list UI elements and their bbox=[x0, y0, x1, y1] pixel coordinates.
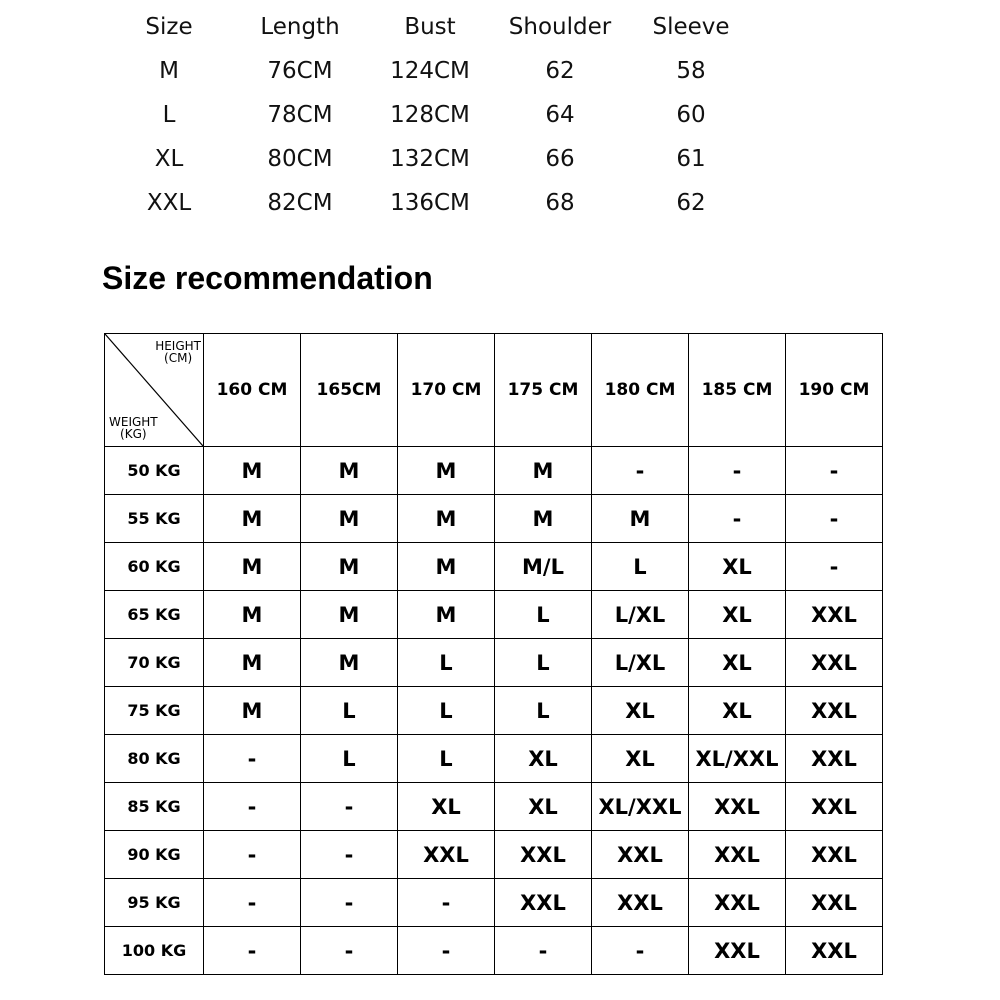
size-cell: - bbox=[301, 783, 398, 831]
size-cell: - bbox=[301, 831, 398, 879]
size-cell: XXL bbox=[786, 879, 883, 927]
weight-header: 90 KG bbox=[105, 831, 204, 879]
weight-header: 60 KG bbox=[105, 543, 204, 591]
size-chart-cell: XXL bbox=[146, 190, 192, 216]
size-chart-cell: 58 bbox=[676, 58, 706, 84]
size-cell: L bbox=[398, 735, 495, 783]
size-cell: M bbox=[301, 543, 398, 591]
size-cell: M bbox=[398, 543, 495, 591]
size-cell: M bbox=[204, 687, 301, 735]
table-row bbox=[105, 447, 883, 495]
weight-unit: (KG) bbox=[120, 427, 147, 441]
size-chart-cell: 62 bbox=[545, 58, 575, 84]
size-cell: XXL bbox=[786, 687, 883, 735]
table-row bbox=[105, 591, 883, 639]
table-row bbox=[105, 735, 883, 783]
size-chart-header-length: Length bbox=[260, 14, 340, 40]
size-cell: L bbox=[495, 639, 592, 687]
height-header: 160 CM bbox=[204, 334, 301, 447]
size-cell: XL bbox=[495, 735, 592, 783]
size-chart-header-bust: Bust bbox=[404, 14, 456, 40]
size-cell: M bbox=[398, 447, 495, 495]
size-chart-header-size: Size bbox=[145, 14, 193, 40]
table-corner bbox=[105, 334, 204, 447]
size-chart-cell: XL bbox=[154, 146, 184, 172]
size-chart-cell: 61 bbox=[676, 146, 706, 172]
size-cell: XL/XXL bbox=[592, 783, 689, 831]
size-cell: XXL bbox=[495, 879, 592, 927]
size-cell: M bbox=[204, 447, 301, 495]
height-header: 180 CM bbox=[592, 334, 689, 447]
size-cell: M bbox=[592, 495, 689, 543]
size-chart-header-sleeve: Sleeve bbox=[652, 14, 730, 40]
size-cell: XL bbox=[592, 687, 689, 735]
weight-header: 100 KG bbox=[105, 927, 204, 975]
size-chart-cell: M bbox=[159, 58, 179, 84]
size-chart-cell: 62 bbox=[676, 190, 706, 216]
size-cell: XL bbox=[689, 543, 786, 591]
size-chart-header-shoulder: Shoulder bbox=[508, 14, 612, 40]
size-chart-cell: 64 bbox=[545, 102, 575, 128]
size-cell: XXL bbox=[786, 783, 883, 831]
size-chart-cell: 68 bbox=[545, 190, 575, 216]
size-cell: M bbox=[301, 639, 398, 687]
size-chart-cell: 60 bbox=[676, 102, 706, 128]
size-cell: XL bbox=[398, 783, 495, 831]
size-cell: - bbox=[786, 543, 883, 591]
size-recommendation-table bbox=[104, 333, 883, 975]
table-row bbox=[105, 783, 883, 831]
height-header: 190 CM bbox=[786, 334, 883, 447]
height-header-row bbox=[105, 334, 883, 447]
size-cell: XXL bbox=[398, 831, 495, 879]
size-cell: - bbox=[495, 927, 592, 975]
size-cell: XXL bbox=[592, 879, 689, 927]
weight-header: 75 KG bbox=[105, 687, 204, 735]
table-row bbox=[105, 495, 883, 543]
height-label: HEIGHT bbox=[155, 339, 201, 353]
size-cell: M bbox=[204, 639, 301, 687]
size-cell: XXL bbox=[592, 831, 689, 879]
size-cell: L bbox=[398, 687, 495, 735]
size-cell: L bbox=[495, 591, 592, 639]
size-cell: - bbox=[204, 879, 301, 927]
size-cell: XL bbox=[495, 783, 592, 831]
size-cell: L bbox=[398, 639, 495, 687]
section-title: Size recommendation bbox=[102, 260, 433, 296]
size-cell: XL bbox=[689, 639, 786, 687]
size-cell: L bbox=[592, 543, 689, 591]
size-cell: L bbox=[301, 735, 398, 783]
size-cell: L bbox=[495, 687, 592, 735]
size-cell: - bbox=[689, 447, 786, 495]
weight-header: 70 KG bbox=[105, 639, 204, 687]
size-cell: M bbox=[495, 495, 592, 543]
size-cell: - bbox=[301, 879, 398, 927]
size-cell: XXL bbox=[786, 639, 883, 687]
table-row bbox=[105, 543, 883, 591]
size-chart-cell: 66 bbox=[545, 146, 575, 172]
size-cell: XXL bbox=[786, 927, 883, 975]
size-cell: M bbox=[495, 447, 592, 495]
size-cell: L/XL bbox=[592, 591, 689, 639]
size-cell: - bbox=[204, 831, 301, 879]
size-cell: - bbox=[398, 879, 495, 927]
weight-axis-label bbox=[109, 416, 158, 440]
size-cell: - bbox=[786, 447, 883, 495]
table-row bbox=[105, 831, 883, 879]
size-chart-cell: 128CM bbox=[390, 102, 470, 128]
size-cell: XXL bbox=[689, 783, 786, 831]
size-cell: - bbox=[592, 927, 689, 975]
height-header: 170 CM bbox=[398, 334, 495, 447]
height-header: 175 CM bbox=[495, 334, 592, 447]
size-chart-cell: 132CM bbox=[390, 146, 470, 172]
table-row bbox=[105, 879, 883, 927]
size-cell: M bbox=[204, 591, 301, 639]
size-cell: M/L bbox=[495, 543, 592, 591]
table-row bbox=[105, 639, 883, 687]
weight-header: 85 KG bbox=[105, 783, 204, 831]
size-cell: M bbox=[204, 495, 301, 543]
weight-header: 95 KG bbox=[105, 879, 204, 927]
size-cell: - bbox=[592, 447, 689, 495]
height-unit: (CM) bbox=[164, 351, 193, 365]
size-cell: - bbox=[204, 783, 301, 831]
weight-header: 80 KG bbox=[105, 735, 204, 783]
size-chart-cell: 136CM bbox=[390, 190, 470, 216]
size-cell: - bbox=[301, 927, 398, 975]
table-row bbox=[105, 927, 883, 975]
size-chart-cell: 80CM bbox=[267, 146, 333, 172]
size-cell: - bbox=[204, 735, 301, 783]
size-cell: XL bbox=[689, 687, 786, 735]
weight-header: 55 KG bbox=[105, 495, 204, 543]
height-axis-label bbox=[155, 340, 201, 364]
height-header: 165CM bbox=[301, 334, 398, 447]
size-cell: L bbox=[301, 687, 398, 735]
size-cell: - bbox=[398, 927, 495, 975]
size-cell: M bbox=[204, 543, 301, 591]
size-cell: XXL bbox=[786, 735, 883, 783]
size-cell: M bbox=[301, 591, 398, 639]
size-cell: XXL bbox=[689, 879, 786, 927]
size-cell: XXL bbox=[786, 831, 883, 879]
table-row bbox=[105, 687, 883, 735]
size-cell: - bbox=[786, 495, 883, 543]
weight-header: 65 KG bbox=[105, 591, 204, 639]
weight-label: WEIGHT bbox=[109, 415, 158, 429]
size-chart-cell: 124CM bbox=[390, 58, 470, 84]
size-chart-cell: 82CM bbox=[267, 190, 333, 216]
size-cell: XL bbox=[592, 735, 689, 783]
size-cell: M bbox=[398, 495, 495, 543]
size-cell: M bbox=[301, 495, 398, 543]
size-cell: M bbox=[301, 447, 398, 495]
height-header: 185 CM bbox=[689, 334, 786, 447]
size-cell: XL/XXL bbox=[689, 735, 786, 783]
size-cell: XL bbox=[689, 591, 786, 639]
size-cell: XXL bbox=[689, 927, 786, 975]
size-cell: L/XL bbox=[592, 639, 689, 687]
size-cell: - bbox=[204, 927, 301, 975]
size-chart-cell: L bbox=[162, 102, 176, 128]
size-cell: - bbox=[689, 495, 786, 543]
size-chart-cell: 78CM bbox=[267, 102, 333, 128]
size-chart-cell: 76CM bbox=[267, 58, 333, 84]
size-cell: XXL bbox=[689, 831, 786, 879]
size-cell: XXL bbox=[495, 831, 592, 879]
size-cell: XXL bbox=[786, 591, 883, 639]
size-cell: M bbox=[398, 591, 495, 639]
weight-header: 50 KG bbox=[105, 447, 204, 495]
